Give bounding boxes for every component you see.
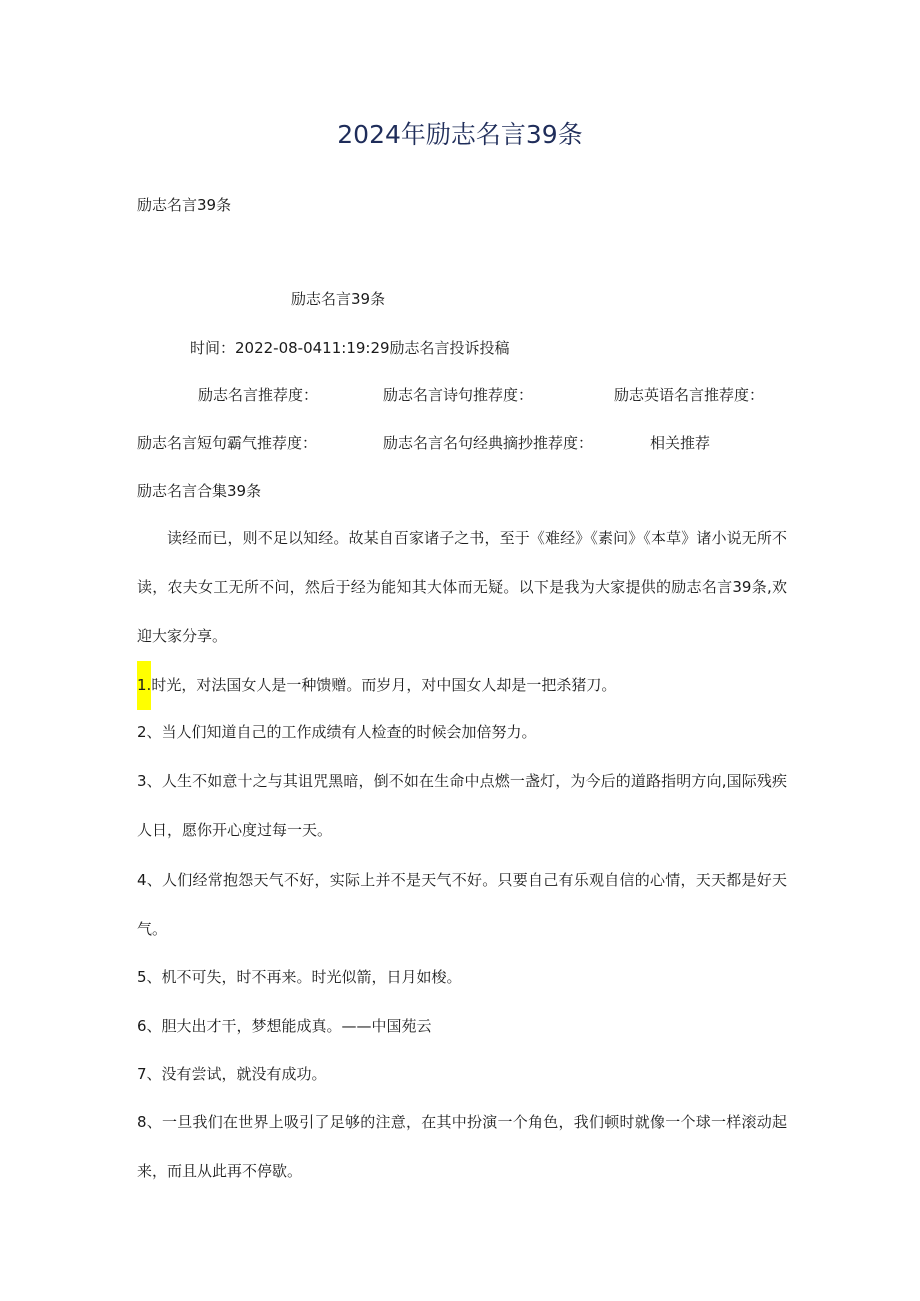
subtitle: 励志名言39条	[137, 196, 232, 214]
item-text: 人们经常抱怨天气不好，实际上并不是天气不好。只要自己有乐观自信的心情，天天都是好天气。	[137, 871, 787, 938]
list-item	[137, 1050, 787, 1099]
nav-link-related[interactable]: 相关推荐	[650, 434, 711, 452]
list-item	[137, 1098, 787, 1196]
nav-link-short-recommend[interactable]: 励志名言短句霸气推荐度：	[137, 434, 318, 452]
nav-link-english-recommend[interactable]: 励志英语名言推荐度：	[614, 386, 765, 404]
collection-heading: 励志名言合集39条	[137, 482, 262, 500]
list-item	[137, 856, 787, 954]
list-item	[137, 661, 787, 710]
item-number: 5、	[137, 968, 162, 986]
item-text: 胆大出才干，梦想能成真。——中国苑云	[161, 1017, 432, 1035]
document-title: 2024年励志名言39条	[337, 120, 583, 149]
item-text: 当人们知道自己的工作成绩有人检查的时候会加倍努力。	[161, 723, 537, 741]
item-number: 1.	[137, 661, 151, 710]
item-text: 时光，对法国女人是一种馈赠。而岁月，对中国女人却是一把杀猪刀。	[151, 676, 617, 694]
nav-link-recommend[interactable]: 励志名言推荐度：	[198, 386, 319, 404]
item-text: 人生不如意十之与其诅咒黑暗，倒不如在生命中点燃一盏灯，为今后的道路指明方向,国际残疾人日，愿你开心度过每一天。	[137, 772, 787, 839]
item-number: 4、	[137, 871, 163, 889]
meta-line: 时间：2022-08-0411:19:29励志名言投诉投稿	[190, 339, 510, 357]
nav-link-poem-recommend[interactable]: 励志名言诗句推荐度：	[383, 386, 534, 404]
item-number: 8、	[137, 1113, 163, 1131]
nav-link-classic-recommend[interactable]: 励志名言名句经典摘抄推荐度：	[383, 434, 594, 452]
center-heading: 励志名言39条	[291, 290, 386, 308]
item-number: 3、	[137, 772, 162, 790]
list-item	[137, 708, 787, 757]
item-text: 没有尝试，就没有成功。	[161, 1065, 327, 1083]
item-number: 2、	[137, 723, 162, 741]
item-number: 7、	[137, 1065, 162, 1083]
item-text: 一旦我们在世界上吸引了足够的注意，在其中扮演一个角色，我们顿时就像一个球一样滚动起来，而且从此再不停歇。	[137, 1113, 787, 1180]
item-number: 6、	[137, 1017, 162, 1035]
item-text: 机不可失，时不再来。时光似箭，日月如梭。	[161, 968, 462, 986]
list-item	[137, 1002, 787, 1051]
intro-paragraph: 读经而已，则不足以知经。故某自百家诸子之书，至于《难经》《素问》《本草》诸小说无所不读，农夫女工无所不问，然后于经为能知其大体而无疑。以下是我为大家提供的励志名言39条,欢迎大家分享。	[137, 529, 787, 645]
list-item	[137, 757, 787, 855]
list-item	[137, 953, 787, 1002]
